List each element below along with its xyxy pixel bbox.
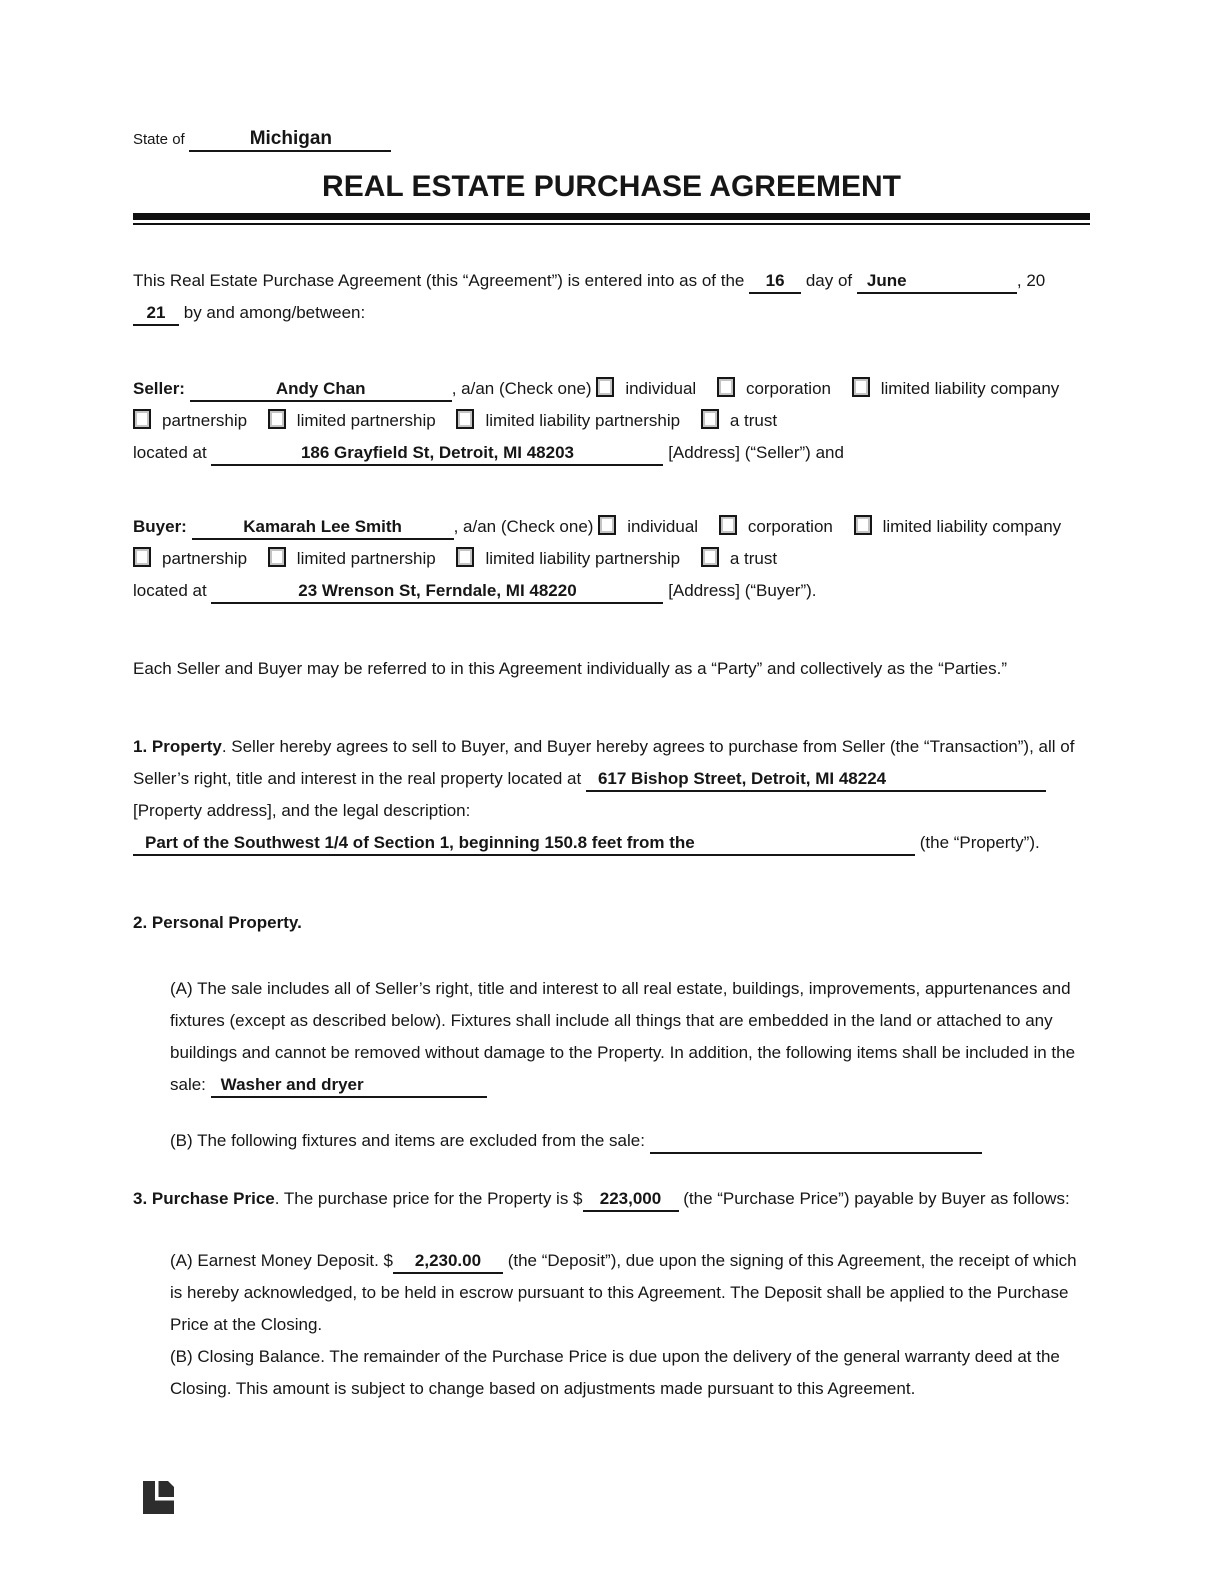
intro-text-1: This Real Estate Purchase Agreement (this “Agreement”) is entered into as of the	[133, 271, 745, 290]
state-of-label: State of	[133, 131, 185, 148]
entity-type-option-label: limited liability partnership	[485, 411, 681, 430]
checkbox-icon[interactable]	[717, 377, 735, 397]
entity-type-option	[852, 379, 1060, 398]
year-field[interactable]: 21	[133, 302, 179, 326]
section-3-subparagraphs	[133, 1245, 1090, 1405]
entity-type-option	[268, 549, 436, 568]
month-field[interactable]: June	[857, 270, 1017, 294]
entity-type-option-label: limited partnership	[296, 411, 436, 430]
buyer-check-one-label: , a/an (Check one)	[453, 517, 594, 536]
checkbox-icon[interactable]	[598, 515, 616, 535]
checkbox-icon[interactable]	[701, 409, 719, 429]
entity-type-option	[456, 549, 680, 568]
entity-type-option-label: limited liability company	[882, 517, 1062, 536]
section-3-heading: 3. Purchase Price	[133, 1189, 275, 1208]
entity-type-option	[719, 517, 833, 536]
entity-type-option-label: a trust	[729, 549, 778, 568]
entity-type-option	[133, 411, 247, 430]
entity-type-option-label: corporation	[745, 379, 831, 398]
state-of-line	[133, 128, 1090, 152]
purchase-price-field[interactable]: 223,000	[583, 1188, 679, 1212]
checkbox-icon[interactable]	[456, 409, 474, 429]
excluded-items-field[interactable]	[650, 1130, 982, 1154]
checkbox-icon[interactable]	[852, 377, 870, 397]
legal-description-field[interactable]: Part of the Southwest 1/4 of Section 1, beginning 150.8 feet from the	[133, 832, 915, 856]
buyer-address-field[interactable]: 23 Wrenson St, Ferndale, MI 48220	[211, 580, 663, 604]
parties-paragraph: Each Seller and Buyer may be referred to in this Agreement individually as a “Party” and collectively as the “Parties.”	[133, 659, 1008, 678]
checkbox-icon[interactable]	[133, 409, 151, 429]
section-2-paragraph-b	[133, 1125, 1090, 1157]
earnest-money-prefix: (A) Earnest Money Deposit. $	[170, 1251, 393, 1270]
checkbox-icon[interactable]	[719, 515, 737, 535]
entity-type-option-label: partnership	[162, 411, 248, 430]
day-field[interactable]: 16	[749, 270, 801, 294]
buyer-section	[133, 511, 1090, 607]
intro-text-2: day of	[805, 271, 853, 290]
buyer-address-suffix: [Address] (“Buyer”).	[668, 581, 817, 600]
entity-type-option-label: individual	[625, 379, 697, 398]
entity-type-option	[598, 517, 698, 536]
section-2-paragraph-b-text: (B) The following fixtures and items are excluded from the sale:	[170, 1131, 645, 1150]
buyer-label: Buyer:	[133, 517, 187, 536]
seller-check-one-label: , a/an (Check one)	[451, 379, 592, 398]
section-3-body-2: (the “Purchase Price”) payable by Buyer as follows:	[683, 1189, 1070, 1208]
section-3-body-1: . The purchase price for the Property is $	[274, 1189, 583, 1208]
entity-type-option	[854, 517, 1062, 536]
section-1-body: . Seller hereby agrees to sell to Buyer, and Buyer hereby agrees to purchase from Seller (the “Transaction”), all of Seller’s right, title and interest in the real property located at	[133, 737, 1075, 788]
entity-type-option-label: limited liability company	[880, 379, 1060, 398]
earnest-money-deposit-field[interactable]: 2,230.00	[393, 1250, 503, 1274]
checkbox-icon[interactable]	[456, 547, 474, 567]
entity-type-option	[596, 379, 696, 398]
seller-address-suffix: [Address] (“Seller”) and	[668, 443, 844, 462]
entity-type-option-label: partnership	[162, 549, 248, 568]
document-title: REAL ESTATE PURCHASE AGREEMENT	[322, 170, 901, 203]
seller-name-field[interactable]: Andy Chan	[190, 378, 452, 402]
buyer-name-field[interactable]: Kamarah Lee Smith	[192, 516, 454, 540]
seller-section	[133, 373, 1090, 469]
entity-type-option	[133, 549, 247, 568]
checkbox-icon[interactable]	[133, 547, 151, 567]
title-divider	[133, 213, 1090, 225]
state-field[interactable]: Michigan	[189, 128, 391, 152]
entity-type-option-label: individual	[627, 517, 699, 536]
entity-type-option	[456, 411, 680, 430]
earnest-money-suffix: (the “Deposit”), due upon the signing of this Agreement, the receipt of which is hereby acknowledged, to be held in escrow pursuant to this Agreement. The Deposit shall be applied to the Purchase Price at the Closing.	[170, 1251, 1077, 1334]
seller-located-label: located at	[133, 443, 207, 462]
checkbox-icon[interactable]	[268, 409, 286, 429]
checkbox-icon[interactable]	[596, 377, 614, 397]
section-1-heading: 1. Property	[133, 737, 222, 756]
checkbox-icon[interactable]	[854, 515, 872, 535]
intro-paragraph	[133, 265, 1090, 329]
entity-type-option-label: limited liability partnership	[485, 549, 681, 568]
seller-label: Seller:	[133, 379, 185, 398]
entity-type-option-label: corporation	[747, 517, 833, 536]
section-1-property	[133, 731, 1090, 859]
section-2-heading: 2. Personal Property.	[133, 913, 302, 932]
included-items-field[interactable]: Washer and dryer	[211, 1074, 487, 1098]
legal-templates-logo-icon	[143, 1481, 174, 1514]
entity-type-option	[717, 379, 831, 398]
buyer-located-label: located at	[133, 581, 207, 600]
checkbox-icon[interactable]	[268, 547, 286, 567]
entity-type-option	[268, 411, 436, 430]
section-1-closing-text: (the “Property”).	[919, 833, 1040, 852]
intro-text-4: by and among/between:	[183, 303, 366, 322]
section-3-purchase-price	[133, 1183, 1090, 1215]
intro-text-3: , 20	[1016, 271, 1046, 290]
earnest-money-paragraph	[170, 1245, 1090, 1341]
entity-type-option-label: limited partnership	[296, 549, 436, 568]
section-2-paragraph-a	[133, 973, 1090, 1101]
entity-type-option-label: a trust	[729, 411, 778, 430]
property-address-field[interactable]: 617 Bishop Street, Detroit, MI 48224	[586, 768, 1046, 792]
entity-type-option	[701, 549, 777, 568]
checkbox-icon[interactable]	[701, 547, 719, 567]
property-address-suffix: [Property address], and the legal description:	[133, 801, 471, 820]
entity-type-option	[701, 411, 777, 430]
seller-address-field[interactable]: 186 Grayfield St, Detroit, MI 48203	[211, 442, 663, 466]
section-2-paragraph-a-text: (A) The sale includes all of Seller’s right, title and interest to all real estate, buildings, improvements, appurtenances and fixtures (except as described below). Fixtures shall include all things that are embedded in the land or attached to any buildings and cannot be removed without damage to the Property. In addition, the following items shall be included in the sale:	[170, 979, 1076, 1094]
closing-balance-paragraph: (B) Closing Balance. The remainder of the Purchase Price is due upon the delivery of the general warranty deed at the Closing. This amount is subject to change based on adjustments made pursuant to this Agreement.	[170, 1347, 1060, 1398]
